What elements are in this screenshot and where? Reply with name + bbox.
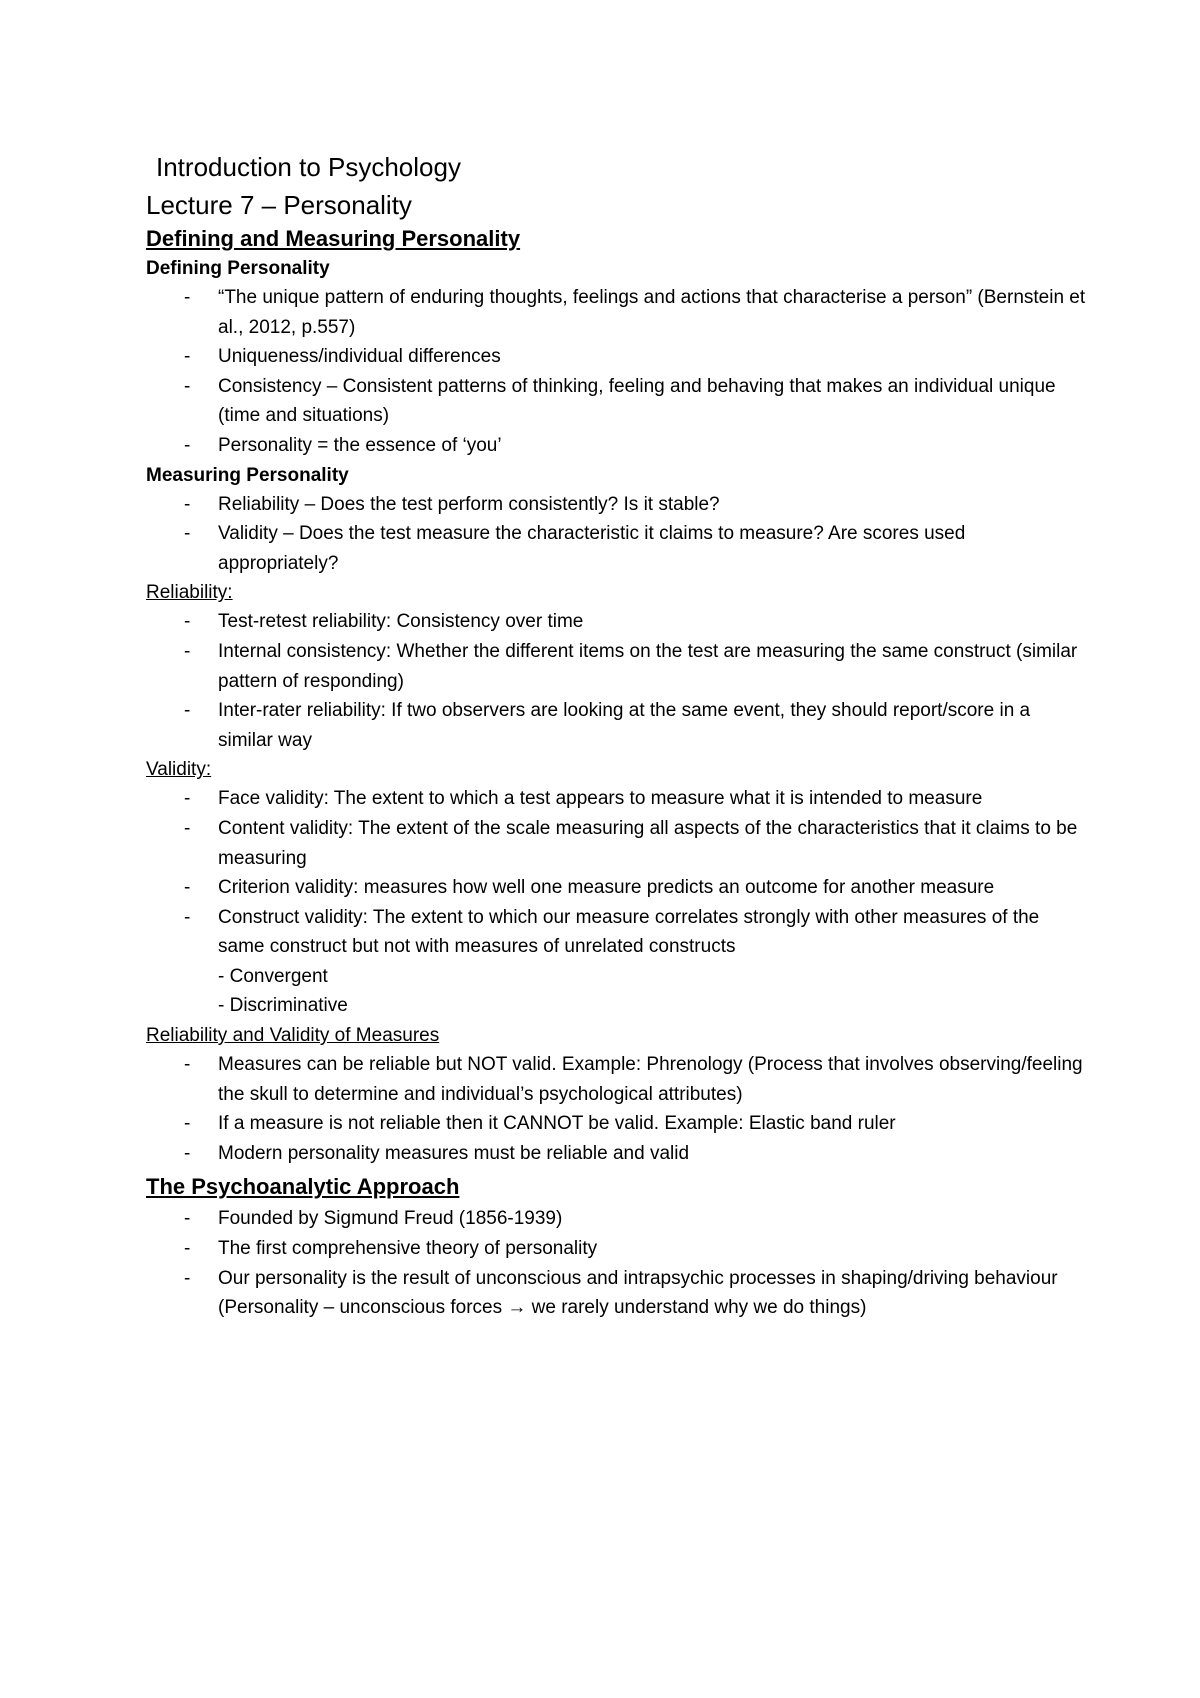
list-item-text: Consistency – Consistent patterns of thinking, feeling and behaving that makes an individual unique (time and situations) [218,375,1056,427]
bullet-dash: - [184,788,191,810]
document-content [146,148,1086,1323]
reliability-list [146,607,1086,755]
list-item-text: Internal consistency: Whether the different items on the test are measuring the same construct (similar pattern of responding) [218,640,1078,692]
list-item [146,519,1086,578]
list-item [146,1050,1086,1109]
measuring-list [146,490,1086,579]
list-item-text: Modern personality measures must be reliable and valid [218,1142,690,1164]
list-item-text: Reliability – Does the test perform consistently? Is it stable? [218,493,720,515]
list-item [146,873,1086,903]
list-item-text: The first comprehensive theory of personality [218,1238,598,1260]
bullet-dash: - [184,700,191,722]
subheading-measuring-personality: Measuring Personality [146,464,349,486]
lecture-title: Lecture 7 – Personality [146,190,412,220]
bullet-dash: - [184,1054,191,1076]
list-item-text: Our personality is the result of unconscious and intrapsychic processes in shaping/driving behaviour (Personality – unconscious forces → we rarely understand why we do things) [218,1267,1058,1319]
list-item [146,372,1086,431]
list-item [146,607,1086,637]
bullet-dash: - [184,434,191,456]
list-item [146,283,1086,342]
course-title: Introduction to Psychology [156,152,461,182]
list-item [146,490,1086,520]
list-item-text: Test-retest reliability: Consistency over time [218,611,584,633]
defining-list [146,283,1086,461]
bullet-dash: - [184,1142,191,1164]
list-item-text: Uniqueness/individual differences [218,346,501,368]
subheading-validity: Validity: [146,759,212,781]
bullet-dash: - [184,906,191,928]
list-item-text: Content validity: The extent of the scale measuring all aspects of the characteristics that it claims to be measuring [218,817,1078,869]
bullet-dash: - [184,1208,191,1230]
list-item [146,1264,1086,1323]
bullet-dash: - [184,523,191,545]
section-heading-psychoanalytic: The Psychoanalytic Approach [146,1174,460,1200]
sub-item-convergent: - Convergent [218,965,328,987]
bullet-dash: - [184,1113,191,1135]
list-item [146,903,1086,962]
section-heading-defining-measuring: Defining and Measuring Personality [146,226,521,251]
bullet-dash: - [184,877,191,899]
bullet-dash: - [184,493,191,515]
subheading-reliability-validity: Reliability and Validity of Measures [146,1025,440,1047]
bullet-dash: - [184,1238,191,1260]
list-item-text: Construct validity: The extent to which our measure correlates strongly with other measures of the same construct but not with measures of unrelated constructs [218,906,1040,958]
list-item-text: Measures can be reliable but NOT valid. Example: Phrenology (Process that involves observing/feeling the skull to determine and individual’s psychological attributes) [218,1054,1083,1105]
rel-val-list [146,1050,1086,1168]
psychoanalytic-list [146,1204,1086,1322]
bullet-dash: - [184,640,191,662]
bullet-dash: - [184,817,191,839]
list-item [146,784,1086,814]
list-item [146,696,1086,755]
bullet-dash: - [184,1267,191,1289]
list-item [146,1234,1086,1264]
list-item [146,1109,1086,1139]
list-item-text: “The unique pattern of enduring thoughts, feelings and actions that characterise a person” (Bernstein et al., 2012, p.557) [218,287,1086,338]
bullet-dash: - [184,375,191,397]
list-item [146,637,1086,696]
list-item-text: Personality = the essence of ‘you’ [218,434,502,456]
list-item-text: Criterion validity: measures how well one measure predicts an outcome for another measure [218,877,995,899]
subheading-reliability: Reliability: [146,582,233,604]
bullet-dash: - [184,611,191,633]
sub-item-discriminative: - Discriminative [218,995,348,1017]
list-item [146,1204,1086,1234]
list-item [146,814,1086,873]
list-item [146,342,1086,372]
list-item-text: Inter-rater reliability: If two observers are looking at the same event, they should report/score in a similar way [218,700,1031,751]
validity-list [146,784,1086,962]
list-item-text: Founded by Sigmund Freud (1856-1939) [218,1208,563,1230]
subheading-defining-personality: Defining Personality [146,258,330,279]
list-item-text: Validity – Does the test measure the characteristic it claims to measure? Are scores used appropriately? [218,523,966,574]
list-item-text: If a measure is not reliable then it CANNOT be valid. Example: Elastic band ruler [218,1113,896,1135]
list-item [146,1139,1086,1169]
bullet-dash: - [184,287,191,308]
list-item-text: Face validity: The extent to which a test appears to measure what it is intended to measure [218,788,983,810]
list-item [146,431,1086,461]
bullet-dash: - [184,346,191,368]
